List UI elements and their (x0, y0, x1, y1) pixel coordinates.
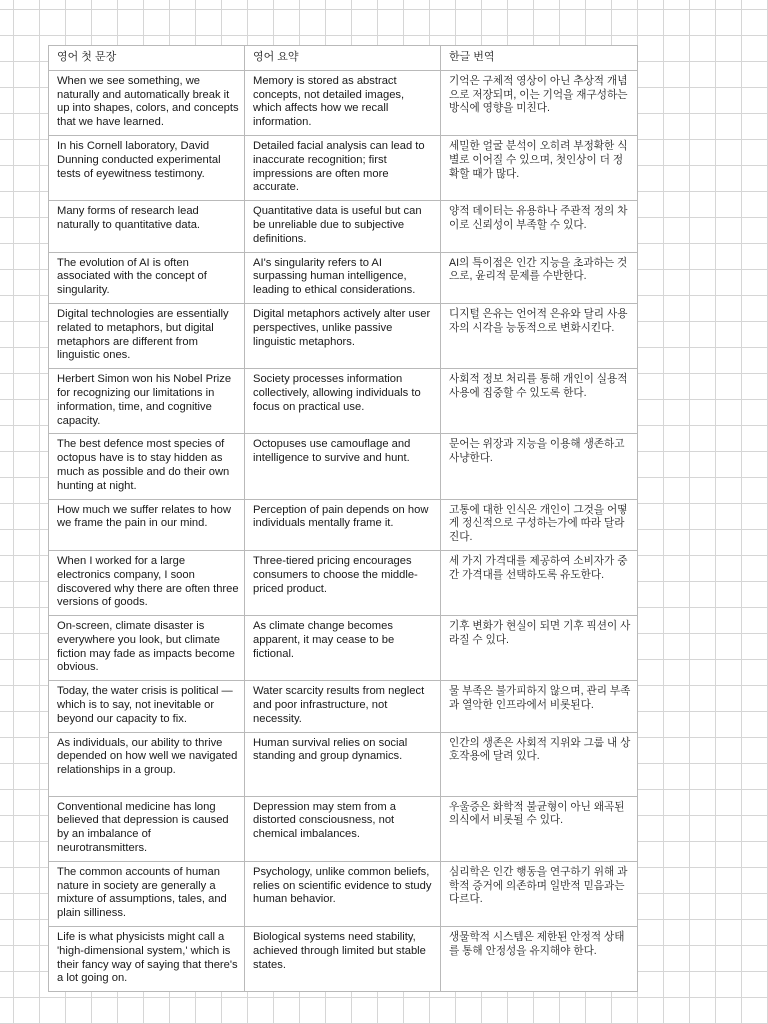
cell-english-summary: Octopuses use camouflage and intelligence to survive and hunt. (245, 434, 441, 499)
table-row (49, 927, 638, 992)
header-row (49, 46, 638, 71)
cell-english-first-sentence: Digital technologies are essentially related to metaphors, but digital metaphors are different from linguistic ones. (49, 303, 245, 368)
cell-english-summary: As climate change becomes apparent, it may cease to be fictional. (245, 616, 441, 681)
cell-english-summary: Perception of pain depends on how individuals mentally frame it. (245, 499, 441, 550)
cell-english-summary: Human survival relies on social standing and group dynamics. (245, 732, 441, 796)
cell-korean-translation: 심리학은 인간 행동을 연구하기 위해 과학적 증거에 의존하며 일반적 믿음과는 다르다. (441, 861, 638, 926)
translation-sheet (48, 45, 637, 992)
header-korean-translation: 한글 번역 (441, 46, 638, 71)
cell-korean-translation: 생물학적 시스템은 제한된 안정적 상태를 통해 안정성을 유지해야 한다. (441, 927, 638, 992)
table-row (49, 861, 638, 926)
table-body (49, 70, 638, 991)
cell-english-summary: Memory is stored as abstract concepts, not detailed images, which affects how we recall information. (245, 70, 441, 135)
cell-english-summary: Quantitative data is useful but can be unreliable due to subjective definitions. (245, 201, 441, 252)
cell-english-first-sentence: The best defence most species of octopus have is to stay hidden as much as possible and do their own hunting at night. (49, 434, 245, 499)
table-row (49, 681, 638, 732)
header-english-first-sentence: 영어 첫 문장 (49, 46, 245, 71)
cell-english-first-sentence: Today, the water crisis is political — which is to say, not inevitable or beyond our capacity to fix. (49, 681, 245, 732)
cell-english-summary: Detailed facial analysis can lead to inaccurate recognition; first impressions are often more accurate. (245, 135, 441, 200)
translation-table (48, 45, 638, 992)
table-row (49, 369, 638, 434)
cell-english-summary: Biological systems need stability, achieved through limited but stable states. (245, 927, 441, 992)
cell-korean-translation: 고통에 대한 인식은 개인이 그것을 어떻게 정신적으로 구성하는가에 따라 달라진다. (441, 499, 638, 550)
cell-english-first-sentence: Many forms of research lead naturally to quantitative data. (49, 201, 245, 252)
table-row (49, 616, 638, 681)
cell-korean-translation: 기후 변화가 현실이 되면 기후 픽션이 사라질 수 있다. (441, 616, 638, 681)
cell-english-summary: Psychology, unlike common beliefs, relies on scientific evidence to study human behavior. (245, 861, 441, 926)
table-row (49, 499, 638, 550)
table-row (49, 70, 638, 135)
table-row (49, 796, 638, 861)
cell-english-summary: Digital metaphors actively alter user perspectives, unlike passive linguistic metaphors. (245, 303, 441, 368)
cell-english-first-sentence: Conventional medicine has long believed that depression is caused by an imbalance of neurotransmitters. (49, 796, 245, 861)
cell-korean-translation: 물 부족은 불가피하지 않으며, 관리 부족과 열악한 인프라에서 비롯된다. (441, 681, 638, 732)
table-row (49, 434, 638, 499)
cell-english-first-sentence: Life is what physicists might call a 'high-dimensional system,' which is their fancy way of saying that there's a lot going on. (49, 927, 245, 992)
cell-english-summary: AI's singularity refers to AI surpassing human intelligence, leading to ethical considerations. (245, 252, 441, 303)
table-row (49, 135, 638, 200)
cell-english-first-sentence: When I worked for a large electronics company, I soon discovered why there are often three versions of goods. (49, 550, 245, 615)
cell-english-summary: Water scarcity results from neglect and poor infrastructure, not necessity. (245, 681, 441, 732)
cell-english-first-sentence: In his Cornell laboratory, David Dunning conducted experimental tests of eyewitness testimony. (49, 135, 245, 200)
cell-english-first-sentence: The common accounts of human nature in society are generally a mixture of assumptions, tales, and plain silliness. (49, 861, 245, 926)
cell-korean-translation: 기억은 구체적 영상이 아닌 추상적 개념으로 저장되며, 이는 기억을 재구성하는 방식에 영향을 미친다. (441, 70, 638, 135)
cell-english-first-sentence: As individuals, our ability to thrive depended on how well we navigated relationships in a group. (49, 732, 245, 796)
table-row (49, 303, 638, 368)
cell-korean-translation: 문어는 위장과 지능을 이용해 생존하고 사냥한다. (441, 434, 638, 499)
cell-korean-translation: 우울증은 화학적 불균형이 아닌 왜곡된 의식에서 비롯될 수 있다. (441, 796, 638, 861)
cell-english-summary: Society processes information collectively, allowing individuals to focus on practical use. (245, 369, 441, 434)
cell-english-first-sentence: Herbert Simon won his Nobel Prize for recognizing our limitations in information, time, and cognitive capacity. (49, 369, 245, 434)
cell-english-first-sentence: How much we suffer relates to how we frame the pain in our mind. (49, 499, 245, 550)
header-english-summary: 영어 요약 (245, 46, 441, 71)
cell-english-first-sentence: The evolution of AI is often associated with the concept of singularity. (49, 252, 245, 303)
cell-korean-translation: 인간의 생존은 사회적 지위와 그룹 내 상호작용에 달려 있다. (441, 732, 638, 796)
table-row (49, 550, 638, 615)
cell-korean-translation: AI의 특이점은 인간 지능을 초과하는 것으로, 윤리적 문제를 수반한다. (441, 252, 638, 303)
table-row (49, 252, 638, 303)
cell-english-first-sentence: When we see something, we naturally and automatically break it up into shapes, colors, and concepts that we have learned. (49, 70, 245, 135)
cell-english-first-sentence: On-screen, climate disaster is everywhere you look, but climate fiction may fade as impacts become obvious. (49, 616, 245, 681)
cell-korean-translation: 세밀한 얼굴 분석이 오히려 부정확한 식별로 이어질 수 있으며, 첫인상이 더 정확할 때가 많다. (441, 135, 638, 200)
table-row (49, 201, 638, 252)
cell-korean-translation: 사회적 정보 처리를 통해 개인이 실용적 사용에 집중할 수 있도록 한다. (441, 369, 638, 434)
cell-korean-translation: 디지털 은유는 언어적 은유와 달리 사용자의 시각을 능동적으로 변화시킨다. (441, 303, 638, 368)
cell-korean-translation: 양적 데이터는 유용하나 주관적 정의 차이로 신뢰성이 부족할 수 있다. (441, 201, 638, 252)
cell-english-summary: Three-tiered pricing encourages consumers to choose the middle-priced product. (245, 550, 441, 615)
table-header (49, 46, 638, 71)
table-row (49, 732, 638, 796)
cell-korean-translation: 세 가지 가격대를 제공하여 소비자가 중간 가격대를 선택하도록 유도한다. (441, 550, 638, 615)
cell-english-summary: Depression may stem from a distorted consciousness, not chemical imbalances. (245, 796, 441, 861)
